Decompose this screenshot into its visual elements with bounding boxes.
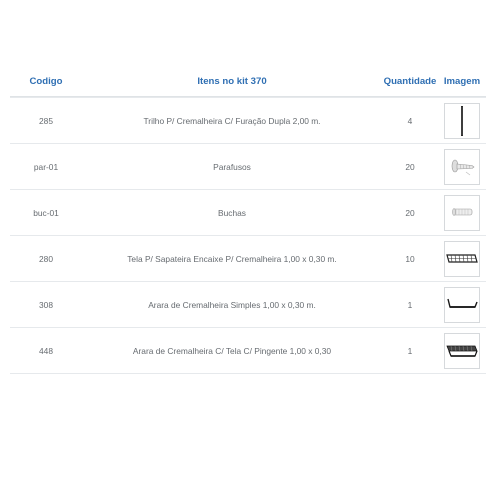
product-thumbnail[interactable] xyxy=(444,241,480,277)
screw-icon xyxy=(445,150,479,184)
row-code: 448 xyxy=(39,345,53,356)
hanging-rod-icon xyxy=(445,288,479,322)
row-quantity: 20 xyxy=(405,207,415,218)
row-quantity: 4 xyxy=(407,115,413,126)
row-code: par-01 xyxy=(33,161,59,172)
wire-shoe-shelf-icon xyxy=(445,242,479,276)
row-item: Tela P/ Sapateira Encaixe P/ Cremalheira 1,00 x 0,30 m. xyxy=(127,253,337,264)
product-thumbnail[interactable] xyxy=(444,195,480,231)
row-quantity: 20 xyxy=(405,161,415,172)
product-thumbnail[interactable] xyxy=(444,103,480,139)
product-thumbnail[interactable] xyxy=(444,333,480,369)
row-item: Parafusos xyxy=(213,161,251,172)
table-row xyxy=(10,281,486,327)
row-quantity: 1 xyxy=(407,345,413,356)
header-item: Itens no kit 370 xyxy=(197,76,267,87)
product-thumbnail[interactable] xyxy=(444,149,480,185)
table-row xyxy=(10,235,486,281)
table-header xyxy=(10,70,486,97)
row-code: 285 xyxy=(39,115,53,126)
table-row xyxy=(10,97,486,143)
header-image: Imagem xyxy=(443,76,481,87)
row-item: Trilho P/ Cremalheira C/ Furação Dupla 2,00 m. xyxy=(143,115,321,126)
row-code: 308 xyxy=(39,299,53,310)
kit-items-table xyxy=(10,70,486,374)
row-quantity: 1 xyxy=(407,299,413,310)
wall-plug-icon xyxy=(445,196,479,230)
table-row xyxy=(10,189,486,235)
table-row xyxy=(10,327,486,374)
row-item: Buchas xyxy=(218,207,246,218)
row-code: buc-01 xyxy=(33,207,59,218)
row-code: 280 xyxy=(39,253,53,264)
row-item: Arara de Cremalheira Simples 1,00 x 0,30 m. xyxy=(148,299,316,310)
row-quantity: 10 xyxy=(405,253,415,264)
header-quantity: Quantidade xyxy=(383,76,437,87)
header-code: Codigo xyxy=(29,76,63,87)
rail-icon xyxy=(445,104,479,138)
rod-with-shelf-icon xyxy=(445,334,479,368)
row-item: Arara de Cremalheira C/ Tela C/ Pingente 1,00 x 0,30 xyxy=(132,345,332,356)
product-thumbnail[interactable] xyxy=(444,287,480,323)
table-row xyxy=(10,143,486,189)
